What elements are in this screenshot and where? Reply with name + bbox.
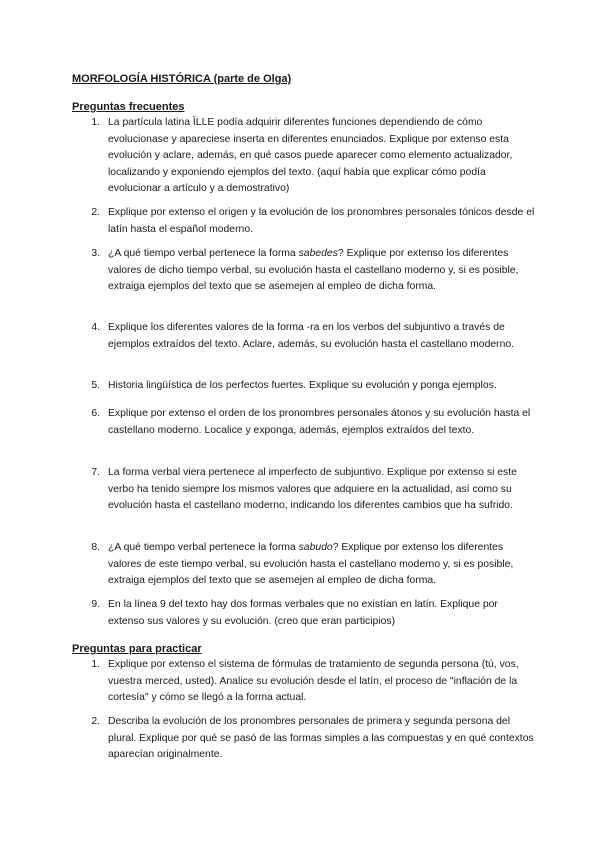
item-number: 1. xyxy=(91,117,100,128)
list-item xyxy=(91,205,536,238)
item-number: 1. xyxy=(91,659,100,670)
item-number: 6. xyxy=(91,408,100,419)
item-text: La forma verbal viera pertenece al imperfecto de subjuntivo. Explique por extenso si este verbo ha tenido siempre los mismos valores que adquiere en la actualidad, así como su evolución hasta el castellano moderno, indicando los diferentes cambios que ha sufrido. xyxy=(108,467,517,512)
item-number: 3. xyxy=(91,248,100,259)
list-item xyxy=(91,657,536,707)
list-item xyxy=(91,246,536,296)
item-text: Explique por extenso el sistema de fórmulas de tratamiento de segunda persona (tú, vos, vuestra merced, usted). Analice su evolución desde el latín, el proceso de "inflación de la cortesía" y cómo se llegó a la forma actual. xyxy=(108,659,519,704)
item-text: Historia lingüística de los perfectos fuertes. Explique su evolución y ponga ejemplos. xyxy=(108,380,497,391)
section-heading-frequent: Preguntas frecuentes xyxy=(72,101,185,113)
item-number: 4. xyxy=(91,322,100,333)
item-text-end: ? Explique por extenso los diferentes valores de este tiempo verbal, su evolución hasta el castellano moderno y, si es posible, extraiga ejemplos del texto que se asemejen al empleo de dicha forma. xyxy=(108,542,514,587)
item-text: Describa la evolución de los pronombres personales de primera y segunda persona del plural. Explique por qué se pasó de las formas simples a las compuestas y en qué contextos aparecían originalmente. xyxy=(108,716,534,761)
item-number: 5. xyxy=(91,380,100,391)
item-text-end: ? Explique por extenso los diferentes valores de dicho tiempo verbal, su evolución hasta el castellano moderno y, si es posible, extraiga ejemplos del texto que se asemejen al empleo de dicha forma. xyxy=(108,248,519,293)
list-item xyxy=(91,714,536,764)
list-item xyxy=(91,597,536,630)
section-heading-practice: Preguntas para practicar xyxy=(72,643,202,655)
page-title: MORFOLOGÍA HISTÓRICA (parte de Olga) xyxy=(72,73,292,85)
item-text: Explique los diferentes valores de la forma -ra en los verbos del subjuntivo a través de ejemplos extraídos del texto. Aclare, además, su evolución hasta el castellano moderno. xyxy=(108,322,515,350)
item-text: La partícula latina ĪLLE podía adquirir diferentes funciones dependiendo de cómo evolucionase y apareciese inserta en diferentes enunciados. Explique por extenso esta evolución y aclare, además, en qué casos puede aparecer como elemento actualizador, localizando y exponiendo ejemplos del texto. (aquí había que explicar cómo podía evolucionar a artículo y a demostrativo) xyxy=(108,117,513,195)
item-text: En la línea 9 del texto hay dos formas verbales que no existían en latín. Explique por extenso sus valores y su evolución. (creo que eran participios) xyxy=(108,599,498,627)
item-text-emphasis: sabudo xyxy=(298,542,333,553)
list-item xyxy=(91,540,536,590)
list-item xyxy=(91,378,536,395)
item-number: 2. xyxy=(91,716,100,727)
item-text: Explique por extenso el origen y la evolución de los pronombres personales tónicos desde el latín hasta el español moderno. xyxy=(108,207,535,235)
item-number: 7. xyxy=(91,467,100,478)
list-item xyxy=(91,406,536,439)
item-text-start: ¿A qué tiempo verbal pertenece la forma xyxy=(108,248,299,259)
item-number: 8. xyxy=(91,542,100,553)
list-item xyxy=(91,465,536,515)
item-number: 2. xyxy=(91,207,100,218)
item-text-emphasis: sabedes xyxy=(298,248,338,259)
item-number: 9. xyxy=(91,599,100,610)
item-text-start: ¿A qué tiempo verbal pertenece la forma xyxy=(108,542,299,553)
list-item xyxy=(91,320,536,353)
item-text: Explique por extenso el orden de los pronombres personales átonos y su evolución hasta el castellano moderno. Localice y exponga, además, ejemplos extraídos del texto. xyxy=(108,408,531,436)
list-item xyxy=(91,115,536,198)
